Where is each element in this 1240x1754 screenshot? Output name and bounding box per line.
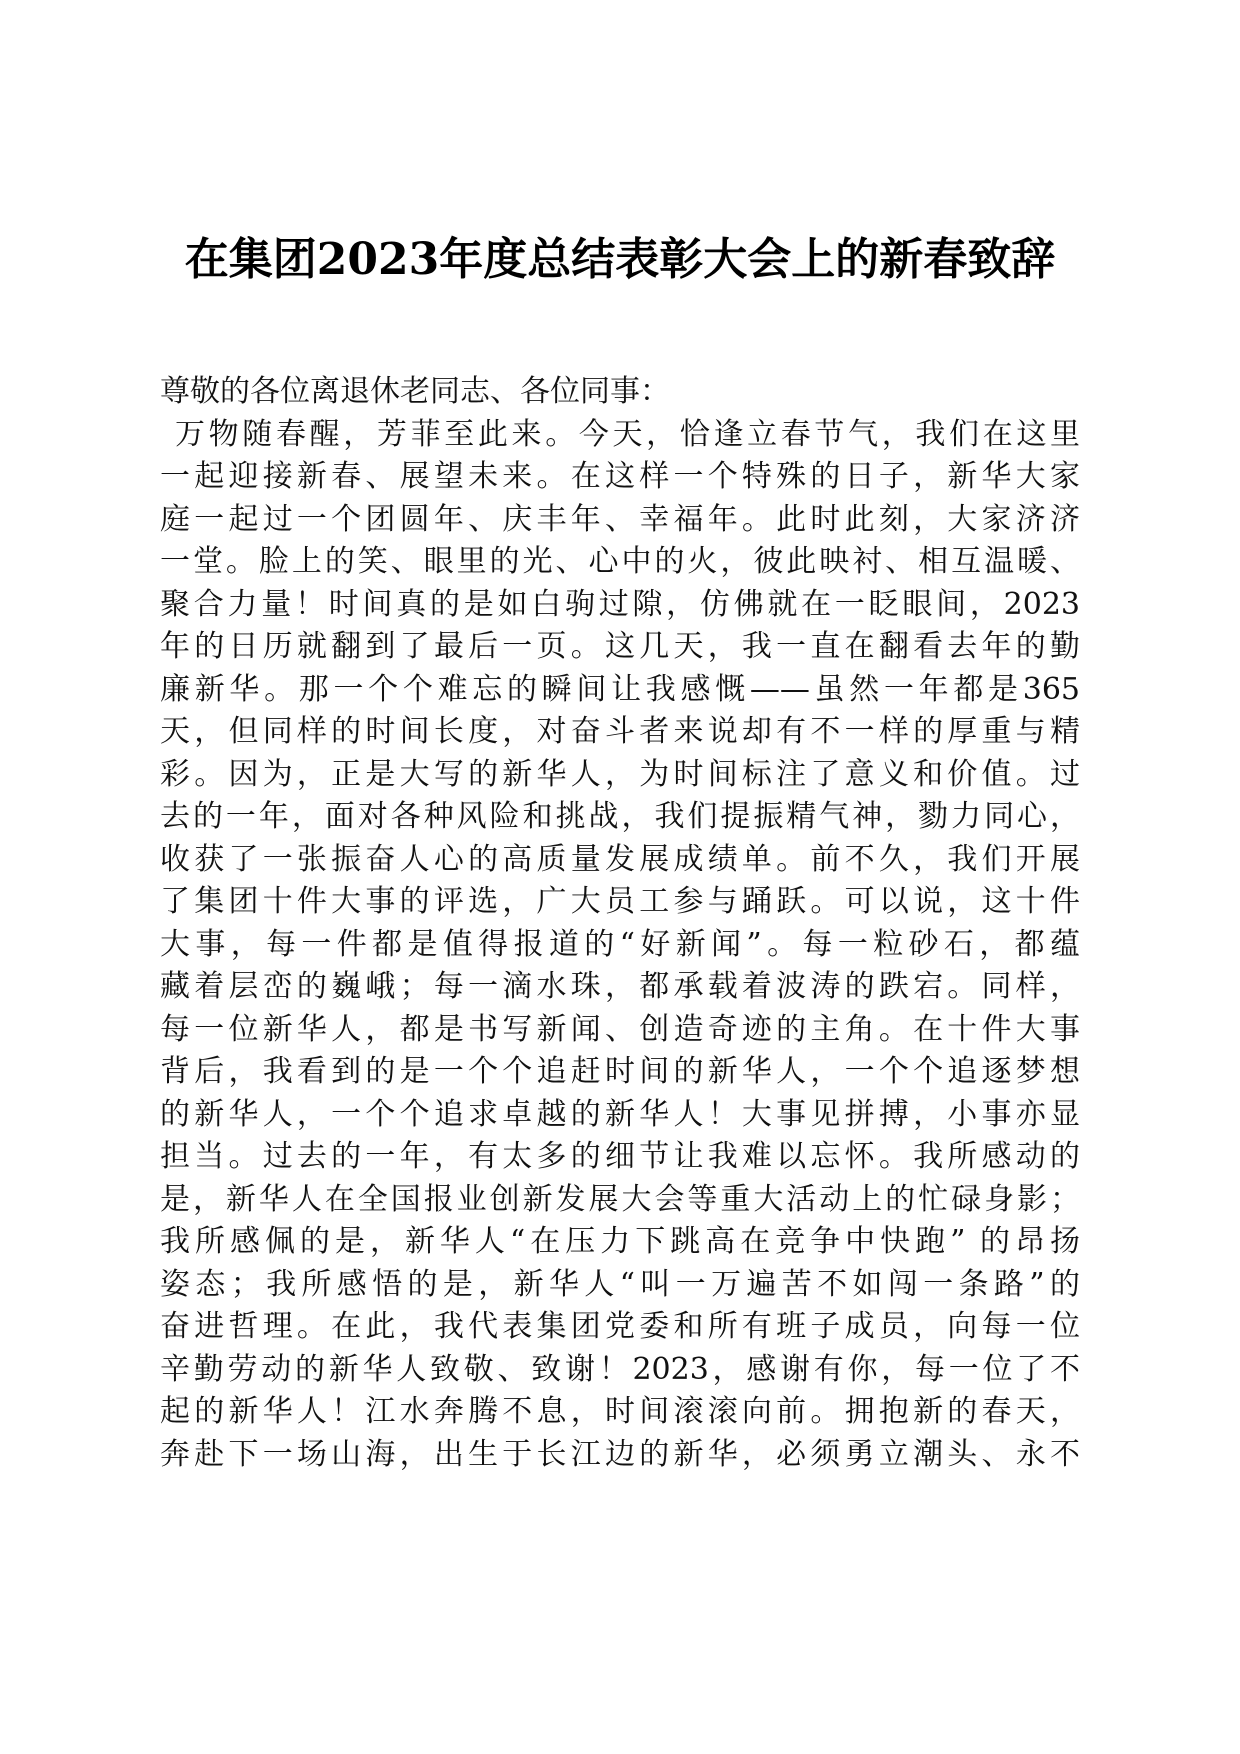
body-line: 聚合力量！时间真的是如白驹过隙，仿佛就在一眨眼间，2023 [160,586,1080,622]
body-line: 起的新华人！江水奔腾不息，时间滚滚向前。拥抱新的春天， [160,1394,1080,1429]
body-line: 天，但同样的时间长度，对奋斗者来说却有不一样的厚重与精 [160,714,1080,749]
body-line: 彩。因为，正是大写的新华人，为时间标注了意义和价值。过 [160,756,1080,792]
salutation: 尊敬的各位离退休老同志、各位同事： [160,374,670,409]
body-line: 姿态；我所感悟的是，新华人“叫一万遍苦不如闯一条路”的 [160,1266,1080,1302]
body-line: 背后，我看到的是一个个追赶时间的新华人，一个个追逐梦想 [160,1054,1080,1089]
body-line: 奔赴下一场山海，出生于长江边的新华，必须勇立潮头、永不 [160,1436,1080,1472]
body-line: 廉新华。那一个个难忘的瞬间让我感慨——虽然一年都是365 [160,671,1080,707]
body-line: 庭一起过一个团圆年、庆丰年、幸福年。此时此刻，大家济济 [160,501,1080,537]
body-line: 大事，每一件都是值得报道的“好新闻”。每一粒砂石，都蕴 [160,926,1080,962]
body-line: 藏着层峦的巍峨；每一滴水珠，都承载着波涛的跌宕。同样， [160,969,1080,1004]
body-line: 每一位新华人，都是书写新闻、创造奇迹的主角。在十件大事 [160,1011,1080,1047]
document-body [160,371,1080,1476]
body-line: 收获了一张振奋人心的高质量发展成绩单。前不久，我们开展 [160,841,1080,877]
body-line: 一堂。脸上的笑、眼里的光、心中的火，彼此映衬、相互温暖、 [160,544,1080,579]
body-line: 的新华人，一个个追求卓越的新华人！大事见拼搏，小事亦显 [160,1096,1080,1132]
body-line: 奋进哲理。在此，我代表集团党委和所有班子成员，向每一位 [160,1309,1080,1344]
body-line: 万物随春醒，芳菲至此来。今天，恰逢立春节气，我们在这里 [175,416,1080,452]
document-title: 在集团2023年度总结表彰大会上的新春致辞 [184,234,1056,285]
body-line: 辛勤劳动的新华人致敬、致谢！2023，感谢有你，每一位了不 [160,1351,1080,1387]
body-line: 担当。过去的一年，有太多的细节让我难以忘怀。我所感动的 [160,1139,1080,1174]
body-line: 一起迎接新春、展望未来。在这样一个特殊的日子，新华大家 [160,459,1080,494]
body-line: 了集团十件大事的评选，广大员工参与踊跃。可以说，这十件 [160,884,1080,919]
body-line: 年的日历就翻到了最后一页。这几天，我一直在翻看去年的勤 [160,629,1080,664]
body-line: 我所感佩的是，新华人“在压力下跳高在竞争中快跑” 的昂扬 [160,1224,1080,1259]
body-line: 是，新华人在全国报业创新发展大会等重大活动上的忙碌身影； [160,1181,1080,1217]
body-line: 去的一年，面对各种风险和挑战，我们提振精气神，勠力同心， [160,799,1080,834]
